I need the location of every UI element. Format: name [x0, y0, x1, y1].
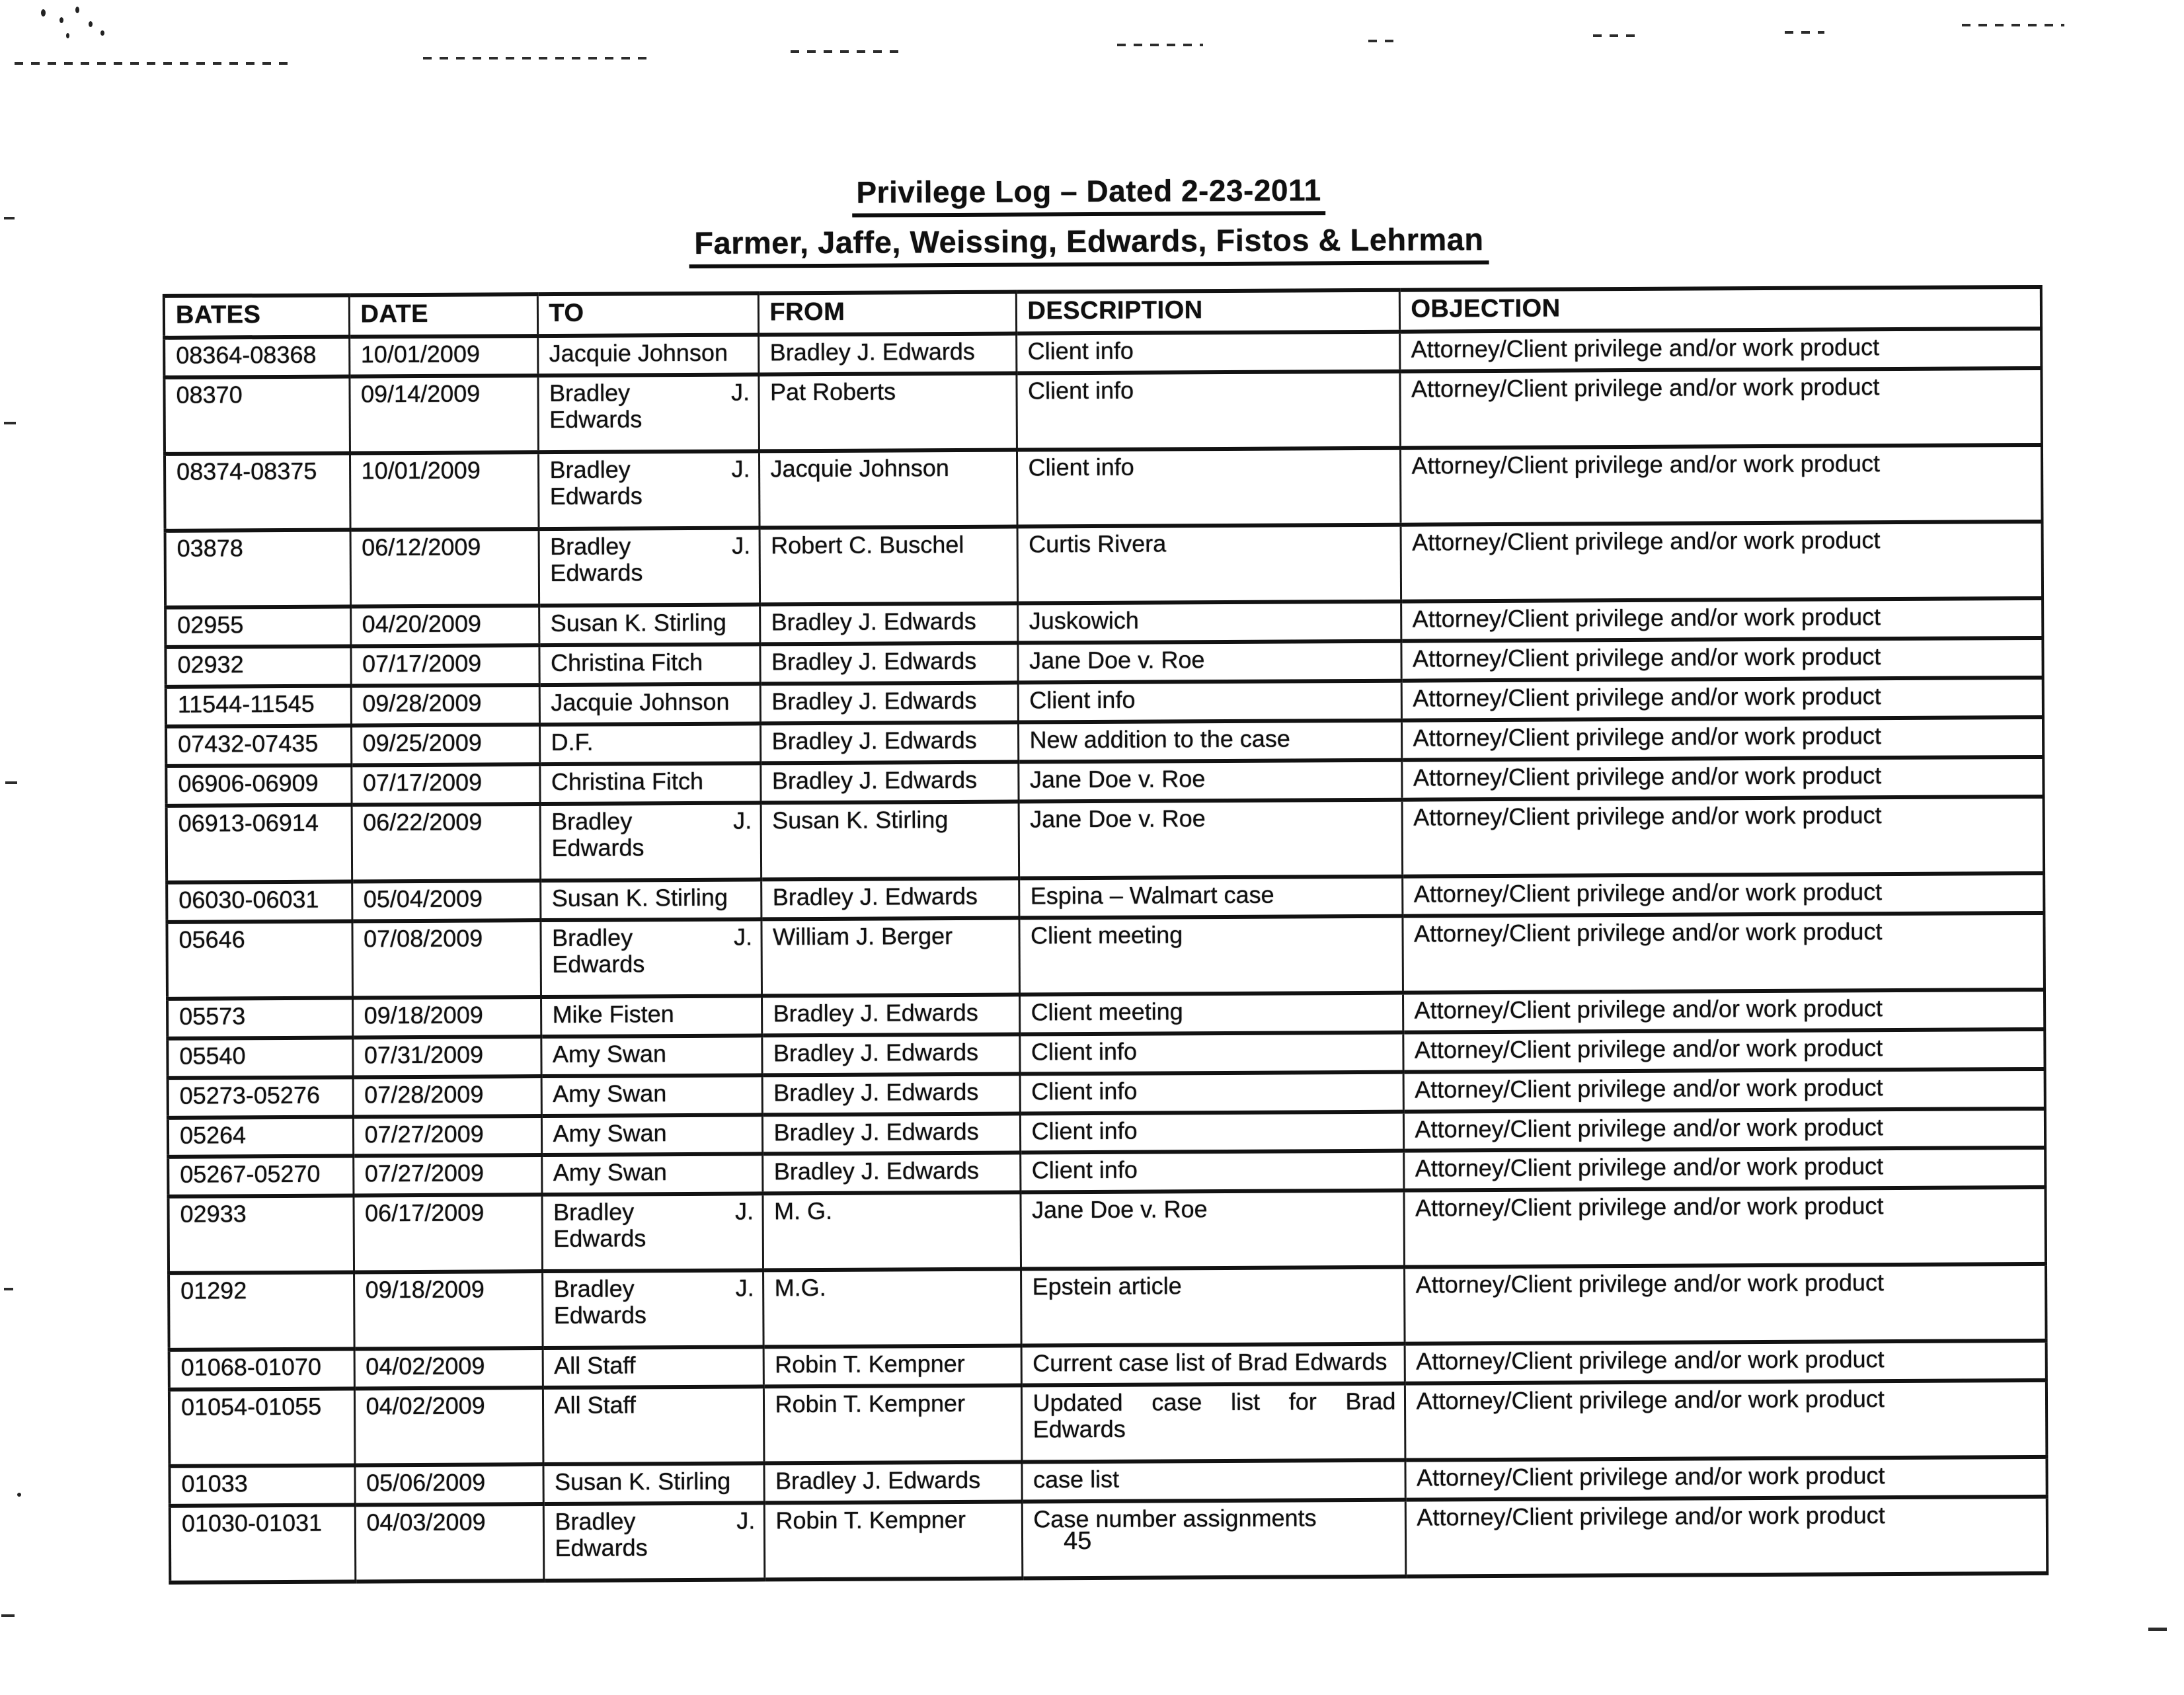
cell-date: 04/02/2009	[354, 1348, 543, 1388]
cell-description: Juskowich	[1017, 602, 1401, 643]
cell-date: 04/02/2009	[354, 1388, 543, 1465]
cell-to: Bradley J. Edwards	[542, 1271, 763, 1349]
table-row	[165, 522, 2043, 608]
cell-date: 04/20/2009	[350, 606, 539, 646]
cell-description: Espina – Walmart case	[1019, 876, 1402, 918]
cell-from: Bradley J. Edwards	[763, 1462, 1021, 1503]
cell-objection: Attorney/Client privilege and/or work product	[1405, 1380, 2047, 1460]
cell-description: Client info	[1019, 1032, 1403, 1074]
cell-date: 09/14/2009	[349, 375, 538, 453]
cell-to: Susan K. Stirling	[540, 879, 761, 920]
cell-from: Bradley J. Edwards	[760, 682, 1018, 723]
cell-description: Client meeting	[1019, 916, 1403, 994]
privilege-log-table	[163, 285, 2049, 1585]
cell-description: Jane Doe v. Roe	[1018, 760, 1401, 801]
cell-from: M.G.	[763, 1269, 1021, 1347]
cell-to: Amy Swan	[541, 1075, 762, 1116]
cell-from: Robin T. Kempner	[763, 1346, 1021, 1387]
cell-bates: 02933	[168, 1196, 354, 1273]
cell-objection: Attorney/Client privilege and/or work product	[1400, 445, 2043, 525]
cell-from: Robin T. Kempner	[763, 1386, 1022, 1464]
cell-description: Client info	[1018, 681, 1401, 723]
cell-date: 07/28/2009	[353, 1076, 541, 1117]
cell-date: 05/04/2009	[352, 881, 540, 921]
cell-date: 06/17/2009	[353, 1195, 542, 1273]
cell-date: 09/25/2009	[351, 725, 539, 765]
table-row	[165, 445, 2043, 531]
cell-date: 07/27/2009	[353, 1116, 541, 1156]
cell-objection: Attorney/Client privilege and/or work product	[1405, 1341, 2047, 1384]
cell-objection: Attorney/Client privilege and/or work product	[1405, 1457, 2047, 1500]
col-header-description: DESCRIPTION	[1016, 290, 1399, 334]
col-header-from: FROM	[758, 292, 1016, 335]
table-body	[164, 329, 2047, 1583]
cell-bates: 05267-05270	[168, 1156, 353, 1197]
cell-objection: Attorney/Client privilege and/or work product	[1401, 757, 2043, 800]
cell-date: 07/17/2009	[350, 645, 539, 686]
doc-title-line2: Farmer, Jaffe, Weissing, Edwards, Fistos & Lehrman	[689, 221, 1489, 268]
table-row	[169, 1380, 2047, 1466]
table-row	[168, 1187, 2046, 1273]
cell-bates: 05573	[167, 998, 352, 1038]
cell-to: Bradley J. Edwards	[540, 803, 761, 881]
cell-bates: 08374-08375	[165, 453, 350, 530]
cell-date: 09/28/2009	[351, 685, 539, 725]
cell-to: Amy Swan	[541, 1154, 762, 1195]
cell-date: 06/22/2009	[352, 804, 541, 881]
doc-title-line2-wrap	[0, 217, 2181, 272]
cell-objection: Attorney/Client privilege and/or work product	[1403, 1148, 2045, 1191]
cell-from: Bradley J. Edwards	[762, 1153, 1020, 1194]
cell-bates: 06030-06031	[167, 881, 352, 922]
cell-date: 05/06/2009	[354, 1464, 543, 1505]
doc-title-line1: Privilege Log – Dated 2-23-2011	[852, 172, 1325, 217]
cell-description: Client info	[1017, 448, 1401, 527]
cell-bates: 01030-01031	[170, 1505, 356, 1583]
cell-to: Jacquie Johnson	[537, 335, 758, 375]
col-header-bates: BATES	[164, 295, 349, 337]
cell-bates: 02955	[165, 606, 350, 647]
cell-to: Bradley J. Edwards	[537, 374, 759, 452]
cell-date: 10/01/2009	[350, 452, 539, 530]
cell-bates: 06913-06914	[167, 805, 352, 882]
cell-date: 09/18/2009	[352, 997, 541, 1037]
cell-from: Robert C. Buschel	[760, 526, 1018, 604]
table-row	[170, 1497, 2048, 1583]
cell-bates: 05273-05276	[168, 1077, 353, 1117]
cell-bates: 08370	[164, 376, 350, 453]
cell-to: Christina Fitch	[539, 644, 760, 685]
cell-from: Bradley J. Edwards	[762, 1074, 1020, 1115]
cell-date: 09/18/2009	[354, 1272, 543, 1349]
cell-description: Client info	[1020, 1111, 1403, 1153]
col-header-to: TO	[537, 293, 758, 336]
cell-from: Bradley J. Edwards	[760, 762, 1018, 803]
cell-from: Robin T. Kempner	[764, 1502, 1023, 1580]
cell-description: Current case list of Brad Edwards	[1021, 1344, 1405, 1386]
cell-to: Bradley J. Edwards	[540, 919, 761, 997]
cell-objection: Attorney/Client privilege and/or work product	[1401, 522, 2043, 602]
table-row	[169, 1264, 2047, 1350]
cell-objection: Attorney/Client privilege and/or work product	[1402, 797, 2045, 877]
cell-objection: Attorney/Client privilege and/or work product	[1404, 1264, 2047, 1344]
cell-to: All Staff	[543, 1387, 764, 1465]
cell-date: 04/03/2009	[355, 1504, 544, 1581]
cell-to: Susan K. Stirling	[539, 604, 760, 645]
cell-to: Susan K. Stirling	[543, 1464, 763, 1505]
cell-bates: 08364-08368	[164, 336, 349, 377]
cell-to: Amy Swan	[541, 1035, 761, 1076]
cell-from: Bradley J. Edwards	[762, 1113, 1020, 1154]
cell-to: Bradley J. Edwards	[543, 1503, 765, 1581]
cell-date: 06/12/2009	[350, 529, 539, 606]
cell-bates: 02932	[165, 646, 350, 686]
cell-description: Epstein article	[1021, 1267, 1405, 1346]
cell-description: Client info	[1020, 1072, 1403, 1113]
cell-date: 07/17/2009	[351, 764, 539, 805]
col-header-date: DATE	[349, 294, 537, 336]
cell-date: 07/27/2009	[353, 1156, 541, 1196]
table-row	[164, 368, 2042, 454]
cell-objection: Attorney/Client privilege and/or work product	[1402, 913, 2045, 993]
cell-objection: Attorney/Client privilege and/or work product	[1403, 1108, 2045, 1151]
cell-from: Bradley J. Edwards	[760, 722, 1018, 763]
cell-to: Bradley J. Edwards	[541, 1194, 763, 1272]
cell-bates: 06906-06909	[166, 765, 351, 805]
cell-objection: Attorney/Client privilege and/or work product	[1401, 598, 2043, 641]
cell-bates: 03878	[165, 530, 351, 607]
cell-description: New addition to the case	[1018, 721, 1401, 762]
cell-to: All Staff	[543, 1347, 763, 1388]
cell-description: Updated case list for Brad Edwards	[1021, 1384, 1405, 1462]
cell-description: case list	[1021, 1460, 1405, 1502]
cell-bates: 01292	[169, 1273, 354, 1350]
cell-bates: 01068-01070	[169, 1349, 354, 1390]
cell-bates: 07432-07435	[166, 725, 351, 766]
cell-to: D.F.	[539, 723, 760, 764]
cell-to: Mike Fisten	[541, 996, 761, 1037]
cell-from: Bradley J. Edwards	[758, 334, 1016, 375]
cell-objection: Attorney/Client privilege and/or work product	[1403, 1187, 2046, 1267]
cell-description: Jane Doe v. Roe	[1020, 1191, 1404, 1269]
cell-description: Jane Doe v. Roe	[1017, 641, 1401, 683]
cell-from: Susan K. Stirling	[761, 801, 1019, 879]
cell-date: 07/31/2009	[352, 1037, 541, 1077]
cell-from: William J. Berger	[761, 918, 1019, 996]
cell-date: 10/01/2009	[349, 336, 537, 376]
cell-bates: 01054-01055	[169, 1389, 355, 1466]
cell-description: Client meeting	[1019, 992, 1403, 1034]
cell-objection: Attorney/Client privilege and/or work product	[1399, 368, 2042, 448]
cell-objection: Attorney/Client privilege and/or work product	[1403, 1069, 2045, 1112]
table-row	[167, 913, 2045, 999]
cell-objection: Attorney/Client privilege and/or work product	[1401, 678, 2043, 721]
cell-description: Case number assignments	[1022, 1500, 1406, 1579]
cell-description: Curtis Rivera	[1017, 525, 1401, 604]
cell-bates: 05646	[167, 921, 352, 998]
cell-from: Pat Roberts	[758, 373, 1017, 451]
cell-objection: Attorney/Client privilege and/or work product	[1405, 1497, 2048, 1577]
cell-bates: 05264	[168, 1117, 353, 1157]
cell-from: Bradley J. Edwards	[761, 1034, 1019, 1075]
cell-description: Client info	[1020, 1151, 1403, 1193]
cell-to: Christina Fitch	[539, 763, 760, 804]
col-header-objection: OBJECTION	[1399, 287, 2041, 332]
cell-bates: 05540	[167, 1037, 352, 1078]
table-row	[167, 797, 2045, 883]
cell-description: Client info	[1016, 332, 1399, 374]
cell-objection: Attorney/Client privilege and/or work product	[1402, 873, 2044, 916]
cell-date: 07/08/2009	[352, 920, 541, 998]
cell-objection: Attorney/Client privilege and/or work product	[1403, 990, 2045, 1033]
cell-objection: Attorney/Client privilege and/or work product	[1401, 717, 2043, 760]
cell-bates: 11544-11545	[166, 686, 351, 726]
cell-to: Bradley J. Edwards	[539, 528, 760, 606]
cell-description: Jane Doe v. Roe	[1019, 799, 1403, 878]
cell-objection: Attorney/Client privilege and/or work product	[1403, 1029, 2045, 1072]
cell-to: Jacquie Johnson	[539, 684, 760, 725]
cell-from: Bradley J. Edwards	[760, 643, 1017, 684]
cell-objection: Attorney/Client privilege and/or work product	[1399, 329, 2041, 372]
page-number: 45	[1063, 1527, 1092, 1556]
cell-to: Bradley J. Edwards	[538, 451, 760, 529]
cell-from: Bradley J. Edwards	[761, 994, 1019, 1035]
cell-bates: 01033	[169, 1466, 354, 1506]
cell-description: Client info	[1016, 372, 1400, 450]
cell-objection: Attorney/Client privilege and/or work product	[1401, 638, 2043, 681]
cell-from: M. G.	[762, 1193, 1021, 1271]
document-titles	[0, 168, 2181, 272]
cell-from: Bradley J. Edwards	[760, 603, 1017, 644]
cell-from: Bradley J. Edwards	[761, 878, 1019, 919]
cell-to: Amy Swan	[541, 1115, 762, 1156]
cell-from: Jacquie Johnson	[759, 450, 1017, 528]
